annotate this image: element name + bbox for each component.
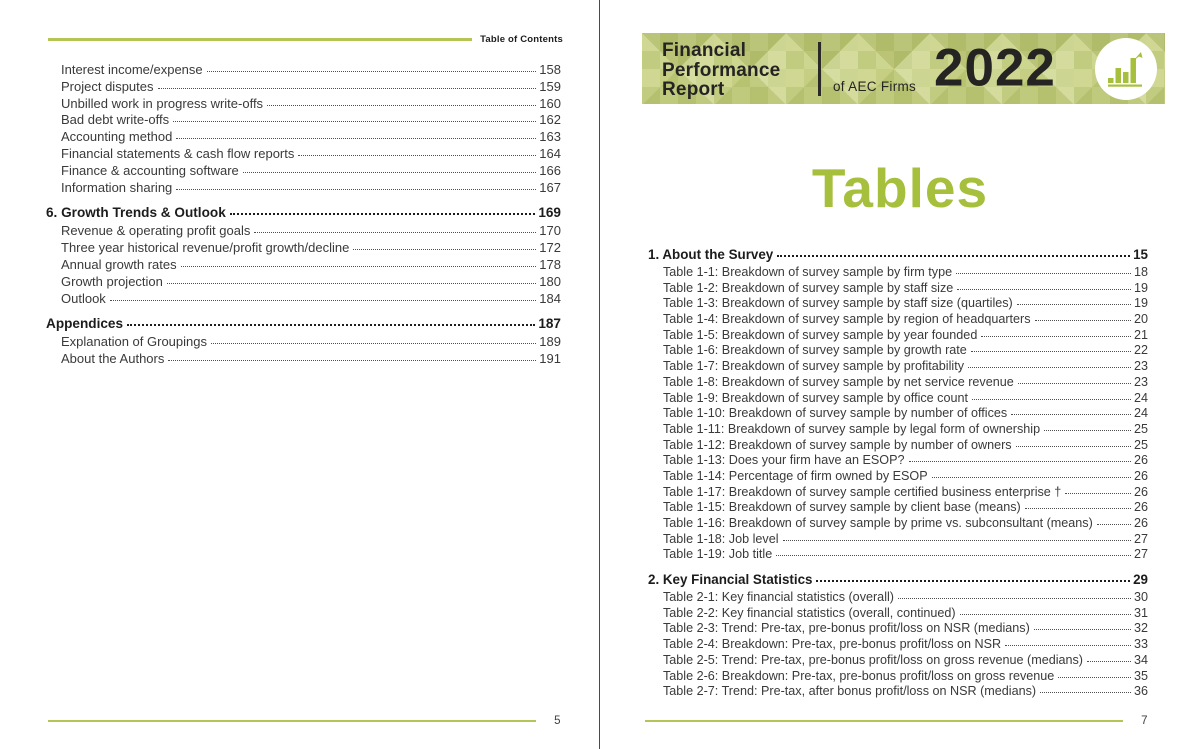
toc-entry-page-number: 29: [1133, 572, 1148, 588]
toc-row: [648, 590, 1148, 606]
toc-entry-page-number: 32: [1133, 621, 1148, 636]
toc-entry-label: Table 1-16: Breakdown of survey sample by prime vs. subconsultant (means): [663, 516, 1093, 530]
toc-entry-label: About the Authors: [61, 351, 165, 367]
toc-entry-page-number: 26: [1133, 484, 1148, 499]
dot-leader: [960, 614, 1131, 615]
toc-entry-label: Financial statements & cash flow reports: [61, 145, 295, 161]
toc-row: [46, 62, 561, 79]
toc-entry-page-number: 30: [1133, 590, 1148, 605]
toc-row: [648, 572, 1148, 589]
toc-entry-page-number: 26: [1133, 500, 1148, 515]
toc-entry-page-number: 180: [539, 273, 561, 289]
toc-entry-page-number: 172: [539, 240, 561, 256]
toc-row: [648, 653, 1148, 669]
report-title-line1: Financial: [662, 40, 747, 61]
toc-entry-label: Interest income/expense: [61, 62, 203, 77]
dot-leader: [173, 121, 536, 122]
dot-leader: [298, 155, 536, 156]
toc-row: [648, 621, 1148, 637]
toc-entry-page-number: 24: [1133, 406, 1148, 421]
dot-leader: [1035, 320, 1131, 321]
toc-row: [46, 129, 561, 146]
toc-row: [648, 453, 1148, 469]
toc-entry-label: Bad debt write-offs: [61, 112, 170, 128]
toc-row: [648, 296, 1148, 312]
dot-leader: [783, 540, 1131, 541]
toc-entry-page-number: 26: [1133, 468, 1148, 483]
toc-entry-label: Revenue & operating profit goals: [61, 223, 251, 239]
toc-entry-page-number: 166: [539, 162, 561, 178]
toc-row: [46, 223, 561, 240]
toc-entry-page-number: 23: [1133, 359, 1148, 374]
toc-entry-page-number: 24: [1133, 390, 1148, 405]
page-number: 7: [1141, 715, 1148, 727]
toc-entry-label: Table 1-1: Breakdown of survey sample by firm type: [663, 265, 953, 279]
toc-entry-label: Finance & accounting software: [61, 162, 239, 178]
toc-list-left: [46, 62, 561, 368]
toc-entry-label: Table 1-17: Breakdown of survey sample certified business enterprise †: [663, 484, 1062, 499]
toc-entry-page-number: 19: [1133, 280, 1148, 295]
toc-entry-label: Three year historical revenue/profit growth/decline: [61, 240, 350, 256]
dot-leader: [353, 249, 536, 250]
toc-entry-label: Table 1-19: Job title: [663, 547, 773, 562]
dot-leader: [1017, 304, 1131, 305]
dot-leader: [776, 555, 1131, 556]
dot-leader: [207, 71, 537, 72]
toc-entry-page-number: 162: [539, 112, 561, 128]
toc-entry-page-number: 25: [1133, 437, 1148, 452]
toc-row: [648, 375, 1148, 391]
toc-entry-label: Outlook: [61, 290, 106, 306]
toc-row: [648, 391, 1148, 407]
toc-entry-page-number: 159: [539, 78, 561, 94]
toc-row: [648, 343, 1148, 359]
toc-entry-page-number: 191: [539, 351, 561, 367]
dot-leader: [1025, 508, 1131, 509]
toc-entry-page-number: 160: [539, 95, 561, 111]
report-banner: [642, 33, 1165, 104]
toc-entry-page-number: 34: [1133, 652, 1148, 667]
toc-row: [46, 316, 561, 334]
toc-entry-page-number: 35: [1133, 668, 1148, 683]
toc-entry-label: Unbilled work in progress write-offs: [61, 95, 264, 111]
page-header: [48, 34, 563, 45]
toc-row: [46, 240, 561, 257]
toc-entry-label: Table 1-3: Breakdown of survey sample by staff size (quartiles): [663, 296, 1013, 311]
toc-entry-label: 2. Key Financial Statistics: [648, 572, 813, 588]
dot-leader: [176, 138, 536, 139]
toc-entry-page-number: 167: [539, 179, 561, 195]
report-title: [662, 41, 780, 100]
toc-entry-page-number: 170: [539, 223, 561, 239]
dot-leader: [1058, 677, 1131, 678]
toc-entry-label: Table 1-15: Breakdown of survey sample by client base (means): [663, 500, 1021, 515]
toc-entry-page-number: 33: [1133, 637, 1148, 652]
toc-entry-page-number: 163: [539, 129, 561, 145]
dot-leader: [1097, 524, 1131, 525]
toc-entry-label: Accounting method: [61, 129, 173, 145]
toc-entry-label: 1. About the Survey: [648, 247, 774, 262]
toc-entry-page-number: 27: [1133, 547, 1148, 562]
toc-row: [46, 180, 561, 197]
toc-entry-label: Explanation of Groupings: [61, 334, 207, 350]
toc-list-right: [648, 238, 1148, 700]
footer-rule: [645, 720, 1123, 723]
dot-leader: [168, 360, 536, 361]
toc-entry-label: Table 1-11: Breakdown of survey sample by legal form of ownership: [663, 421, 1041, 436]
toc-entry-label: Table 1-5: Breakdown of survey sample by year founded: [663, 327, 978, 342]
toc-entry-label: Table 1-12: Breakdown of survey sample by number of owners: [663, 437, 1012, 452]
toc-entry-label: Table 1-14: Percentage of firm owned by ESOP: [663, 468, 928, 483]
dot-leader: [267, 105, 536, 106]
dot-leader: [898, 598, 1131, 599]
toc-entry-label: Table 1-18: Job level: [663, 531, 779, 546]
growth-bar-chart-icon: [1095, 38, 1157, 100]
report-year: 2022: [934, 37, 1056, 97]
toc-row: [46, 334, 561, 351]
toc-entry-page-number: 187: [538, 316, 561, 332]
toc-row: [648, 485, 1148, 501]
toc-row: [46, 146, 561, 163]
toc-row: [648, 312, 1148, 328]
toc-row: [648, 637, 1148, 653]
toc-entry-label: Table 2-2: Key financial statistics (overall, continued): [663, 605, 956, 620]
toc-entry-page-number: 20: [1133, 312, 1148, 327]
toc-row: [46, 291, 561, 308]
toc-entry-page-number: 26: [1133, 516, 1148, 530]
banner-divider: [818, 42, 821, 96]
toc-row: [648, 469, 1148, 485]
report-subtitle: of AEC Firms: [833, 79, 917, 94]
toc-entry-label: Table 1-6: Breakdown of survey sample by growth rate: [663, 343, 967, 358]
dot-leader: [1065, 493, 1131, 494]
toc-row: [648, 532, 1148, 548]
dot-leader: [127, 324, 535, 326]
toc-entry-page-number: 21: [1133, 327, 1148, 342]
toc-entry-label: Information sharing: [61, 179, 173, 195]
tables-heading: Tables: [811, 157, 989, 219]
toc-row: [648, 500, 1148, 516]
toc-entry-label: Table 1-2: Breakdown of survey sample by staff size: [663, 280, 954, 295]
toc-entry-label: Table 2-6: Breakdown: Pre-tax, pre-bonus profit/loss on gross revenue: [663, 668, 1055, 683]
dot-leader: [254, 232, 536, 233]
toc-entry-label: Project disputes: [61, 78, 154, 94]
dot-leader: [968, 367, 1131, 368]
toc-entry-page-number: 189: [539, 334, 561, 350]
toc-row: [648, 281, 1148, 297]
toc-row: [46, 257, 561, 274]
toc-entry-page-number: 164: [539, 145, 561, 161]
toc-row: [46, 112, 561, 129]
toc-entry-label: Table 2-3: Trend: Pre-tax, pre-bonus profit/loss on NSR (medians): [663, 621, 1030, 636]
toc-entry-page-number: 25: [1133, 421, 1148, 436]
toc-entry-label: Table 2-1: Key financial statistics (overall): [663, 590, 894, 605]
toc-entry-page-number: 15: [1133, 247, 1148, 262]
toc-entry-page-number: 27: [1133, 531, 1148, 546]
toc-entry-label: Annual growth rates: [61, 256, 177, 272]
dot-leader: [956, 273, 1131, 274]
footer-rule: [48, 720, 536, 723]
dot-leader: [1040, 692, 1131, 693]
dot-leader: [1011, 414, 1131, 415]
dot-leader: [957, 289, 1131, 290]
dot-leader: [972, 399, 1131, 400]
dot-leader: [1018, 383, 1131, 384]
header-label: Table of Contents: [480, 34, 563, 45]
toc-entry-page-number: 26: [1133, 453, 1148, 468]
dot-leader: [211, 343, 536, 344]
toc-row: [648, 247, 1148, 264]
toc-row: [46, 163, 561, 180]
toc-entry-label: Table 2-5: Trend: Pre-tax, pre-bonus profit/loss on gross revenue (medians): [663, 652, 1083, 667]
dot-leader: [932, 477, 1131, 478]
toc-row: [648, 438, 1148, 454]
toc-entry-page-number: 31: [1133, 605, 1148, 620]
toc-entry-page-number: 178: [539, 256, 561, 272]
toc-row: [648, 406, 1148, 422]
dot-leader: [1034, 629, 1131, 630]
dot-leader: [158, 88, 537, 89]
dot-leader: [981, 336, 1131, 337]
toc-row: [648, 328, 1148, 344]
toc-row: [648, 547, 1148, 563]
toc-entry-label: Table 1-4: Breakdown of survey sample by region of headquarters: [663, 312, 1031, 327]
dot-leader: [181, 266, 537, 267]
toc-entry-label: Growth projection: [61, 273, 163, 289]
toc-entry-label: Table 1-9: Breakdown of survey sample by office count: [663, 390, 968, 405]
toc-row: [46, 96, 561, 113]
toc-entry-page-number: 18: [1133, 265, 1148, 279]
page-footer: [645, 715, 1148, 727]
toc-entry-label: Appendices: [46, 316, 124, 332]
toc-row: [648, 669, 1148, 685]
header-rule: [48, 38, 472, 41]
toc-row: [648, 265, 1148, 281]
toc-entry-page-number: 23: [1133, 374, 1148, 389]
right-page: [600, 0, 1200, 749]
toc-row: [46, 274, 561, 291]
report-title-line2: Performance: [662, 59, 781, 81]
toc-row: [648, 359, 1148, 375]
toc-row: [648, 516, 1148, 532]
toc-entry-page-number: 19: [1133, 296, 1148, 311]
dot-leader: [1005, 645, 1131, 646]
toc-entry-label: Table 1-13: Does your firm have an ESOP?: [663, 453, 905, 468]
dot-leader: [909, 461, 1131, 462]
toc-row: [648, 606, 1148, 622]
dot-leader: [777, 255, 1130, 257]
toc-entry-page-number: 169: [538, 205, 561, 221]
toc-entry-label: Table 1-7: Breakdown of survey sample by profitability: [663, 359, 964, 374]
toc-entry-label: Table 2-4: Breakdown: Pre-tax, pre-bonus profit/loss on NSR: [663, 637, 1002, 652]
dot-leader: [230, 213, 536, 215]
dot-leader: [110, 300, 536, 301]
page-footer: [48, 715, 561, 727]
toc-entry-label: Table 1-10: Breakdown of survey sample by number of offices: [663, 406, 1008, 421]
toc-entry-label: Table 1-8: Breakdown of survey sample by net service revenue: [663, 374, 1014, 389]
dot-leader: [167, 283, 536, 284]
toc-row: [648, 684, 1148, 700]
toc-entry-page-number: 158: [539, 62, 561, 77]
toc-row: [46, 79, 561, 96]
dot-leader: [243, 172, 537, 173]
dot-leader: [176, 189, 536, 190]
dot-leader: [1016, 446, 1131, 447]
dot-leader: [1087, 661, 1131, 662]
dot-leader: [816, 580, 1130, 582]
dot-leader: [1044, 430, 1131, 431]
toc-entry-label: 6. Growth Trends & Outlook: [46, 205, 226, 221]
toc-entry-page-number: 184: [539, 290, 561, 306]
toc-entry-label: Table 2-7: Trend: Pre-tax, after bonus profit/loss on NSR (medians): [663, 684, 1037, 699]
toc-row: [46, 351, 561, 368]
report-title-line3: Report: [662, 79, 725, 100]
toc-row: [46, 205, 561, 223]
dot-leader: [971, 351, 1131, 352]
toc-row: [648, 422, 1148, 438]
toc-entry-page-number: 36: [1133, 684, 1148, 699]
page-number: 5: [554, 715, 561, 727]
toc-entry-page-number: 22: [1133, 343, 1148, 358]
